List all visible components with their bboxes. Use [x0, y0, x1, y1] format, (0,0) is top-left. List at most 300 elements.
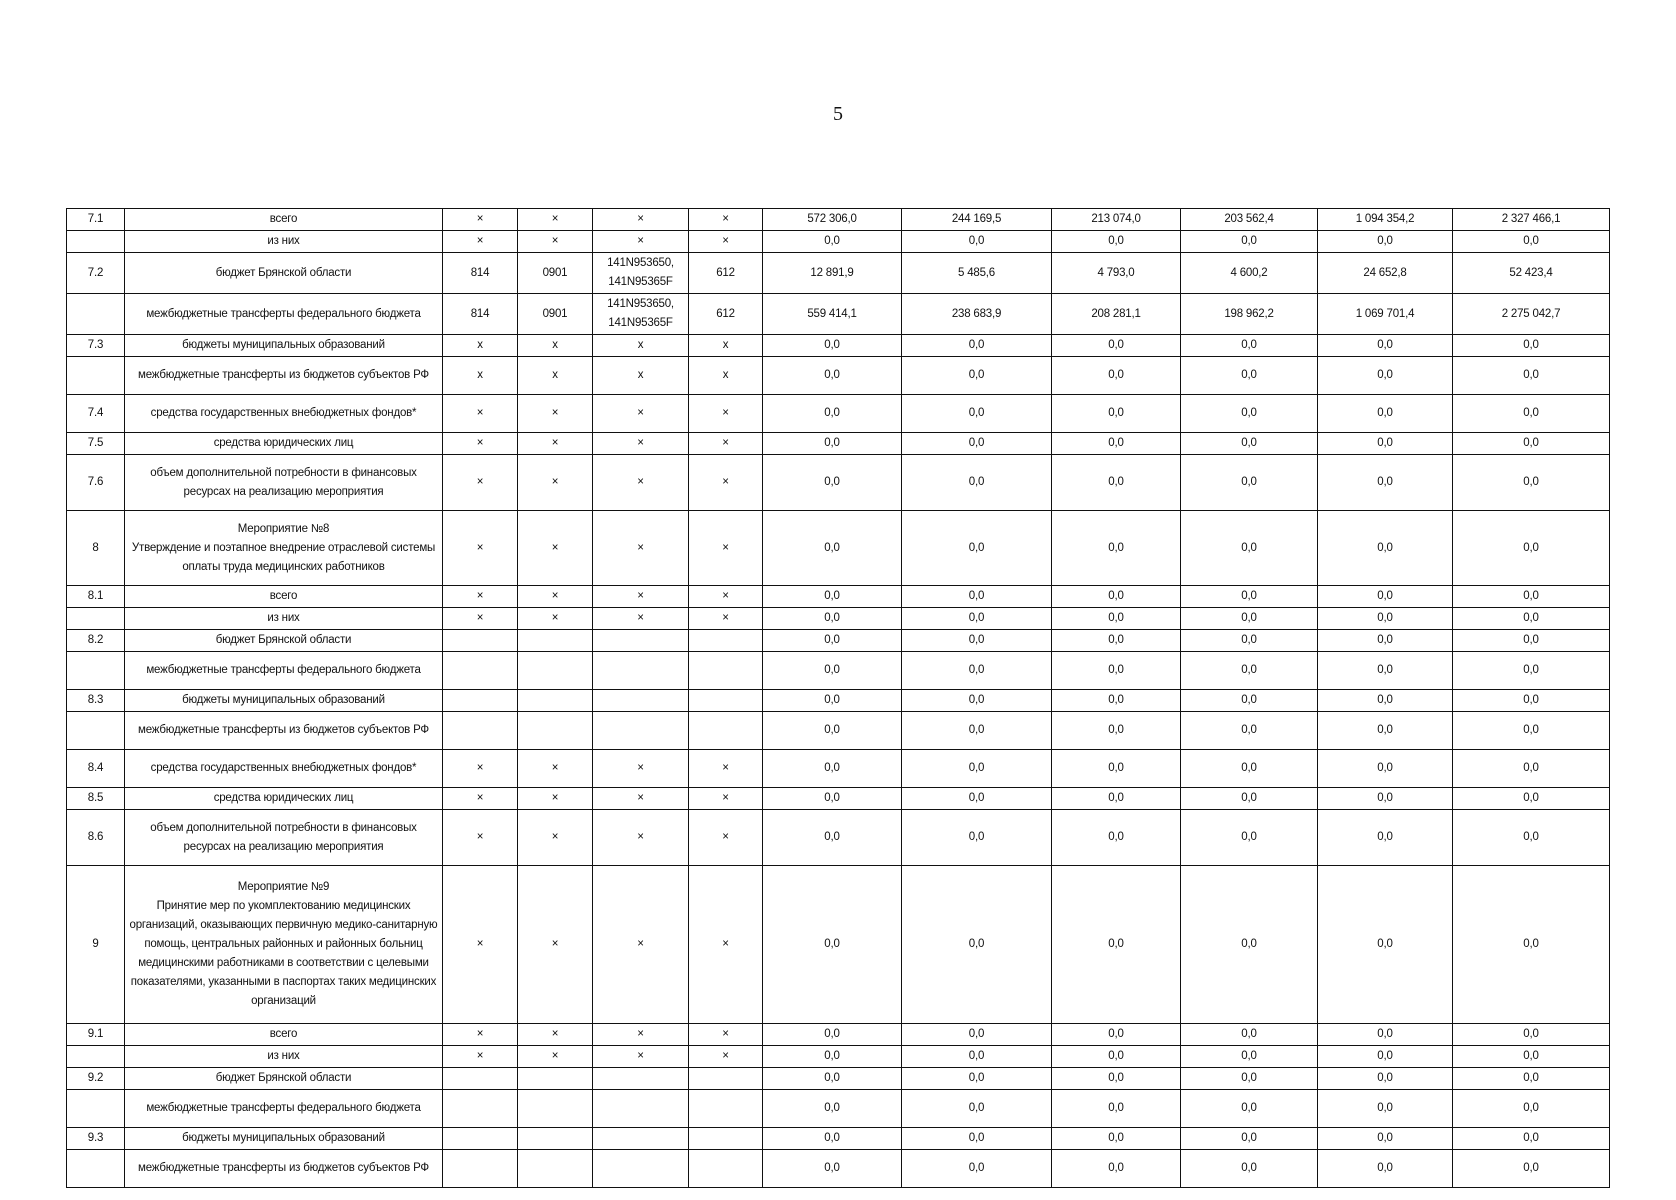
budget-table — [66, 208, 1610, 1188]
value-cell: 0,0 — [763, 511, 902, 586]
value-cell: 0,0 — [1052, 810, 1181, 866]
value-cell: 0,0 — [902, 586, 1052, 608]
value-cell: 52 423,4 — [1453, 253, 1610, 294]
row-label-cell — [125, 511, 443, 586]
value-cell: 0,0 — [1181, 1068, 1318, 1090]
row-label-cell — [125, 586, 443, 608]
table-row — [67, 395, 1610, 433]
target-article-cell — [593, 652, 689, 690]
row-label-text: средства юридических лиц — [213, 437, 354, 449]
expense-type-cell — [689, 630, 763, 652]
value-cell: 0,0 — [763, 810, 902, 866]
target-article-cell — [593, 1090, 689, 1128]
value-cell: 0,0 — [1052, 1150, 1181, 1188]
value-cell: 0,0 — [1052, 231, 1181, 253]
value-cell: 0,0 — [763, 1024, 902, 1046]
row-number-cell: 7.5 — [67, 433, 125, 455]
table-row — [67, 1068, 1610, 1090]
value-cell: 0,0 — [1453, 608, 1610, 630]
value-cell: 0,0 — [1318, 511, 1453, 586]
value-cell: 0,0 — [902, 395, 1052, 433]
row-label-cell — [125, 1046, 443, 1068]
value-cell: 0,0 — [1052, 630, 1181, 652]
expense-type-cell — [689, 652, 763, 690]
value-cell: 0,0 — [763, 608, 902, 630]
section-code-cell: × — [518, 866, 593, 1024]
value-cell: 0,0 — [902, 1068, 1052, 1090]
value-cell: 0,0 — [1318, 712, 1453, 750]
expense-type-cell — [689, 1090, 763, 1128]
value-cell: 0,0 — [1453, 1128, 1610, 1150]
table-row — [67, 608, 1610, 630]
value-cell: 24 652,8 — [1318, 253, 1453, 294]
value-cell: 0,0 — [1052, 866, 1181, 1024]
row-label-cell — [125, 712, 443, 750]
row-label-cell — [125, 810, 443, 866]
expense-type-cell: x — [689, 357, 763, 395]
value-cell: 0,0 — [1318, 1046, 1453, 1068]
value-cell: 0,0 — [763, 1068, 902, 1090]
value-cell: 0,0 — [1052, 395, 1181, 433]
row-label-cell — [125, 1068, 443, 1090]
target-article-cell: × — [593, 395, 689, 433]
row-number-cell — [67, 231, 125, 253]
row-label-text: Мероприятие №8 — [237, 522, 330, 535]
row-number-cell — [67, 652, 125, 690]
grbs-code-cell: × — [443, 788, 518, 810]
table-row — [67, 788, 1610, 810]
value-cell: 0,0 — [763, 1150, 902, 1188]
value-cell: 0,0 — [763, 788, 902, 810]
row-number-cell — [67, 357, 125, 395]
value-cell: 4 600,2 — [1181, 253, 1318, 294]
row-label-text: межбюджетные трансферты из бюджетов субъектов РФ — [138, 369, 429, 381]
target-article-cell: × — [593, 455, 689, 511]
row-label-text: бюджеты муниципальных образований — [182, 1132, 385, 1144]
value-cell: 0,0 — [1453, 511, 1610, 586]
value-cell: 213 074,0 — [1052, 209, 1181, 231]
value-cell: 238 683,9 — [902, 294, 1052, 335]
row-label-cell — [125, 395, 443, 433]
grbs-code-cell — [443, 652, 518, 690]
section-code-cell: × — [518, 209, 593, 231]
row-label-cell — [125, 455, 443, 511]
value-cell: 0,0 — [1453, 810, 1610, 866]
target-article-cell: × — [593, 511, 689, 586]
value-cell: 0,0 — [1318, 652, 1453, 690]
row-label-text: из них — [267, 1050, 300, 1062]
value-cell: 198 962,2 — [1181, 294, 1318, 335]
expense-type-cell: × — [689, 455, 763, 511]
row-number-cell: 8.1 — [67, 586, 125, 608]
row-label-cell — [125, 608, 443, 630]
value-cell: 0,0 — [1052, 1128, 1181, 1150]
section-code-cell: × — [518, 433, 593, 455]
value-cell: 0,0 — [902, 788, 1052, 810]
row-label-text: бюджеты муниципальных образований — [182, 339, 385, 351]
value-cell: 0,0 — [1318, 455, 1453, 511]
value-cell: 0,0 — [763, 652, 902, 690]
section-code-cell — [518, 1128, 593, 1150]
value-cell: 0,0 — [902, 712, 1052, 750]
value-cell: 0,0 — [1052, 788, 1181, 810]
grbs-code-cell — [443, 1128, 518, 1150]
section-code-cell: x — [518, 357, 593, 395]
table-row — [67, 455, 1610, 511]
target-article-cell: × — [593, 866, 689, 1024]
value-cell: 0,0 — [763, 395, 902, 433]
value-cell: 0,0 — [1453, 395, 1610, 433]
value-cell: 0,0 — [1181, 433, 1318, 455]
row-number-cell — [67, 1150, 125, 1188]
table-row — [67, 652, 1610, 690]
target-article-cell — [593, 630, 689, 652]
value-cell: 0,0 — [1453, 712, 1610, 750]
grbs-code-cell: × — [443, 455, 518, 511]
value-cell: 0,0 — [1181, 866, 1318, 1024]
row-description-text: Утверждение и поэтапное внедрение отраслевой системы оплаты труда медицинских работников — [131, 541, 436, 573]
table-row — [67, 253, 1610, 294]
table-row — [67, 294, 1610, 335]
row-number-cell: 8.2 — [67, 630, 125, 652]
row-number-cell: 8.6 — [67, 810, 125, 866]
value-cell: 2 275 042,7 — [1453, 294, 1610, 335]
value-cell: 0,0 — [1318, 1090, 1453, 1128]
expense-type-cell — [689, 1150, 763, 1188]
value-cell: 0,0 — [763, 586, 902, 608]
row-label-text: средства государственных внебюджетных фондов* — [150, 407, 417, 419]
expense-type-cell — [689, 712, 763, 750]
value-cell: 0,0 — [1453, 586, 1610, 608]
row-label-cell — [125, 652, 443, 690]
value-cell: 0,0 — [1181, 335, 1318, 357]
row-number-cell — [67, 294, 125, 335]
row-label-text: межбюджетные трансферты из бюджетов субъектов РФ — [138, 724, 429, 736]
value-cell: 0,0 — [1052, 455, 1181, 511]
value-cell: 0,0 — [1052, 1090, 1181, 1128]
value-cell: 244 169,5 — [902, 209, 1052, 231]
value-cell: 0,0 — [1181, 511, 1318, 586]
target-article-cell: × — [593, 750, 689, 788]
table-row — [67, 1024, 1610, 1046]
grbs-code-cell — [443, 1150, 518, 1188]
value-cell: 0,0 — [902, 1090, 1052, 1128]
row-label-text: межбюджетные трансферты из бюджетов субъектов РФ — [138, 1162, 429, 1174]
grbs-code-cell: 814 — [443, 294, 518, 335]
table-body — [67, 209, 1610, 1188]
table-row — [67, 433, 1610, 455]
target-article-cell: × — [593, 608, 689, 630]
row-number-cell: 9.2 — [67, 1068, 125, 1090]
grbs-code-cell: × — [443, 866, 518, 1024]
row-label-cell — [125, 357, 443, 395]
table-row — [67, 1150, 1610, 1188]
value-cell: 0,0 — [1181, 1024, 1318, 1046]
value-cell: 0,0 — [1052, 608, 1181, 630]
row-number-cell — [67, 1090, 125, 1128]
value-cell: 0,0 — [1453, 1090, 1610, 1128]
value-cell: 0,0 — [1318, 690, 1453, 712]
row-number-cell — [67, 608, 125, 630]
target-article-cell: × — [593, 1024, 689, 1046]
table-row — [67, 335, 1610, 357]
target-article-cell: × — [593, 586, 689, 608]
row-label-text: из них — [267, 235, 300, 247]
value-cell: 0,0 — [1318, 750, 1453, 788]
value-cell: 0,0 — [763, 1090, 902, 1128]
row-label-cell — [125, 433, 443, 455]
value-cell: 0,0 — [1318, 630, 1453, 652]
value-cell: 0,0 — [763, 455, 902, 511]
row-label-text: объем дополнительной потребности в финансовых ресурсах на реализацию мероприятия — [150, 821, 417, 853]
value-cell: 1 069 701,4 — [1318, 294, 1453, 335]
expense-type-cell: × — [689, 511, 763, 586]
value-cell: 0,0 — [1318, 357, 1453, 395]
row-label-cell — [125, 231, 443, 253]
value-cell: 0,0 — [902, 690, 1052, 712]
target-article-cell — [593, 1150, 689, 1188]
grbs-code-cell: × — [443, 586, 518, 608]
row-label-cell — [125, 1024, 443, 1046]
row-number-cell: 8.4 — [67, 750, 125, 788]
value-cell: 0,0 — [902, 335, 1052, 357]
value-cell: 203 562,4 — [1181, 209, 1318, 231]
grbs-code-cell: x — [443, 357, 518, 395]
grbs-code-cell: × — [443, 608, 518, 630]
value-cell: 0,0 — [763, 750, 902, 788]
target-article-cell: × — [593, 433, 689, 455]
table-row — [67, 690, 1610, 712]
value-cell: 0,0 — [1052, 511, 1181, 586]
target-article-cell — [593, 1068, 689, 1090]
row-label-text: межбюджетные трансферты федерального бюджета — [146, 1102, 421, 1114]
expense-type-cell: × — [689, 866, 763, 1024]
value-cell: 0,0 — [1453, 690, 1610, 712]
value-cell: 0,0 — [902, 231, 1052, 253]
section-code-cell — [518, 1068, 593, 1090]
value-cell: 0,0 — [1318, 1128, 1453, 1150]
value-cell: 0,0 — [902, 1046, 1052, 1068]
value-cell: 2 327 466,1 — [1453, 209, 1610, 231]
row-label-text: всего — [269, 1028, 298, 1040]
value-cell: 0,0 — [1318, 433, 1453, 455]
section-code-cell — [518, 1150, 593, 1188]
row-label-text: всего — [269, 590, 298, 602]
value-cell: 0,0 — [1181, 586, 1318, 608]
row-number-cell: 7.4 — [67, 395, 125, 433]
row-number-cell: 9.1 — [67, 1024, 125, 1046]
value-cell: 0,0 — [1453, 652, 1610, 690]
section-code-cell: × — [518, 395, 593, 433]
table-row — [67, 630, 1610, 652]
grbs-code-cell — [443, 1068, 518, 1090]
row-label-text: межбюджетные трансферты федерального бюджета — [146, 307, 421, 320]
value-cell: 0,0 — [1052, 335, 1181, 357]
value-cell: 0,0 — [763, 231, 902, 253]
value-cell: 0,0 — [902, 630, 1052, 652]
value-cell: 0,0 — [1181, 395, 1318, 433]
value-cell: 5 485,6 — [902, 253, 1052, 294]
value-cell: 0,0 — [1052, 586, 1181, 608]
value-cell: 0,0 — [902, 652, 1052, 690]
target-article-cell: 141N953650, 141N95365F — [593, 294, 689, 335]
grbs-code-cell: × — [443, 1024, 518, 1046]
section-code-cell — [518, 1090, 593, 1128]
table-row — [67, 586, 1610, 608]
page-number: 5 — [833, 103, 843, 125]
row-label-cell — [125, 209, 443, 231]
value-cell: 0,0 — [1181, 1128, 1318, 1150]
table-row — [67, 866, 1610, 1024]
grbs-code-cell — [443, 712, 518, 750]
row-label-cell — [125, 1090, 443, 1128]
value-cell: 0,0 — [1318, 1150, 1453, 1188]
expense-type-cell: 612 — [689, 253, 763, 294]
value-cell: 0,0 — [1453, 1024, 1610, 1046]
table-row — [67, 712, 1610, 750]
section-code-cell: × — [518, 750, 593, 788]
value-cell: 0,0 — [1318, 586, 1453, 608]
value-cell: 0,0 — [902, 433, 1052, 455]
value-cell: 0,0 — [1181, 357, 1318, 395]
grbs-code-cell: × — [443, 750, 518, 788]
value-cell: 0,0 — [763, 1046, 902, 1068]
row-label-text: средства юридических лиц — [213, 792, 354, 804]
value-cell: 4 793,0 — [1052, 253, 1181, 294]
expense-type-cell: × — [689, 231, 763, 253]
section-code-cell — [518, 712, 593, 750]
expense-type-cell: × — [689, 608, 763, 630]
value-cell: 0,0 — [1453, 788, 1610, 810]
row-number-cell: 7.1 — [67, 209, 125, 231]
target-article-cell — [593, 1128, 689, 1150]
section-code-cell: × — [518, 608, 593, 630]
row-label-text: бюджет Брянской области — [215, 1072, 352, 1084]
expense-type-cell: × — [689, 1024, 763, 1046]
row-label-cell — [125, 1128, 443, 1150]
section-code-cell: × — [518, 455, 593, 511]
grbs-code-cell — [443, 690, 518, 712]
table-row — [67, 1128, 1610, 1150]
target-article-cell: × — [593, 209, 689, 231]
value-cell: 0,0 — [1453, 357, 1610, 395]
section-code-cell: × — [518, 810, 593, 866]
target-article-cell: x — [593, 357, 689, 395]
value-cell: 0,0 — [1318, 1068, 1453, 1090]
grbs-code-cell: × — [443, 1046, 518, 1068]
row-label-text: из них — [267, 612, 300, 624]
section-code-cell: × — [518, 586, 593, 608]
row-label-cell — [125, 335, 443, 357]
row-label-cell — [125, 630, 443, 652]
value-cell: 0,0 — [1453, 1068, 1610, 1090]
value-cell: 0,0 — [1453, 433, 1610, 455]
value-cell: 0,0 — [1052, 357, 1181, 395]
expense-type-cell: × — [689, 586, 763, 608]
expense-type-cell: × — [689, 209, 763, 231]
value-cell: 0,0 — [1318, 1024, 1453, 1046]
expense-type-cell: × — [689, 395, 763, 433]
value-cell: 0,0 — [1318, 810, 1453, 866]
value-cell: 0,0 — [1052, 712, 1181, 750]
value-cell: 0,0 — [1453, 335, 1610, 357]
row-label-cell — [125, 253, 443, 294]
expense-type-cell — [689, 1068, 763, 1090]
value-cell: 0,0 — [1052, 1024, 1181, 1046]
expense-type-cell: × — [689, 788, 763, 810]
value-cell: 208 281,1 — [1052, 294, 1181, 335]
table-row — [67, 1090, 1610, 1128]
table-row — [67, 231, 1610, 253]
value-cell: 0,0 — [1181, 652, 1318, 690]
value-cell: 0,0 — [1453, 866, 1610, 1024]
target-article-cell: × — [593, 1046, 689, 1068]
table-row — [67, 1046, 1610, 1068]
value-cell: 0,0 — [1318, 395, 1453, 433]
value-cell: 0,0 — [1181, 1150, 1318, 1188]
grbs-code-cell: × — [443, 433, 518, 455]
grbs-code-cell: × — [443, 395, 518, 433]
target-article-cell: x — [593, 335, 689, 357]
value-cell: 0,0 — [902, 1150, 1052, 1188]
value-cell: 0,0 — [1453, 455, 1610, 511]
value-cell: 0,0 — [763, 433, 902, 455]
row-label-text: бюджеты муниципальных образований — [182, 694, 385, 706]
section-code-cell: 0901 — [518, 253, 593, 294]
target-article-cell: 141N953650, 141N95365F — [593, 253, 689, 294]
value-cell: 0,0 — [763, 1128, 902, 1150]
value-cell: 0,0 — [1453, 750, 1610, 788]
value-cell: 0,0 — [902, 1128, 1052, 1150]
target-article-cell: × — [593, 788, 689, 810]
row-label-cell — [125, 1150, 443, 1188]
row-number-cell: 7.2 — [67, 253, 125, 294]
row-number-cell: 7.6 — [67, 455, 125, 511]
value-cell: 0,0 — [1453, 630, 1610, 652]
value-cell: 0,0 — [902, 608, 1052, 630]
grbs-code-cell: × — [443, 810, 518, 866]
value-cell: 0,0 — [1181, 455, 1318, 511]
row-label-cell — [125, 690, 443, 712]
grbs-code-cell: × — [443, 209, 518, 231]
value-cell: 0,0 — [1181, 1090, 1318, 1128]
target-article-cell: × — [593, 231, 689, 253]
row-label-cell — [125, 294, 443, 335]
value-cell: 559 414,1 — [763, 294, 902, 335]
table-row — [67, 750, 1610, 788]
row-label-text: средства государственных внебюджетных фондов* — [150, 762, 417, 774]
value-cell: 0,0 — [1181, 810, 1318, 866]
value-cell: 0,0 — [1453, 231, 1610, 253]
section-code-cell — [518, 630, 593, 652]
row-label-text: всего — [269, 213, 298, 225]
value-cell: 0,0 — [1181, 1046, 1318, 1068]
table-row — [67, 357, 1610, 395]
value-cell: 0,0 — [1453, 1150, 1610, 1188]
section-code-cell: × — [518, 1046, 593, 1068]
value-cell: 0,0 — [1318, 788, 1453, 810]
section-code-cell: × — [518, 1024, 593, 1046]
value-cell: 572 306,0 — [763, 209, 902, 231]
value-cell: 0,0 — [763, 690, 902, 712]
section-code-cell: 0901 — [518, 294, 593, 335]
expense-type-cell: × — [689, 1046, 763, 1068]
value-cell: 1 094 354,2 — [1318, 209, 1453, 231]
row-number-cell: 8 — [67, 511, 125, 586]
value-cell: 0,0 — [1318, 335, 1453, 357]
row-label-text: бюджет Брянской области — [215, 634, 352, 646]
row-number-cell: 8.5 — [67, 788, 125, 810]
